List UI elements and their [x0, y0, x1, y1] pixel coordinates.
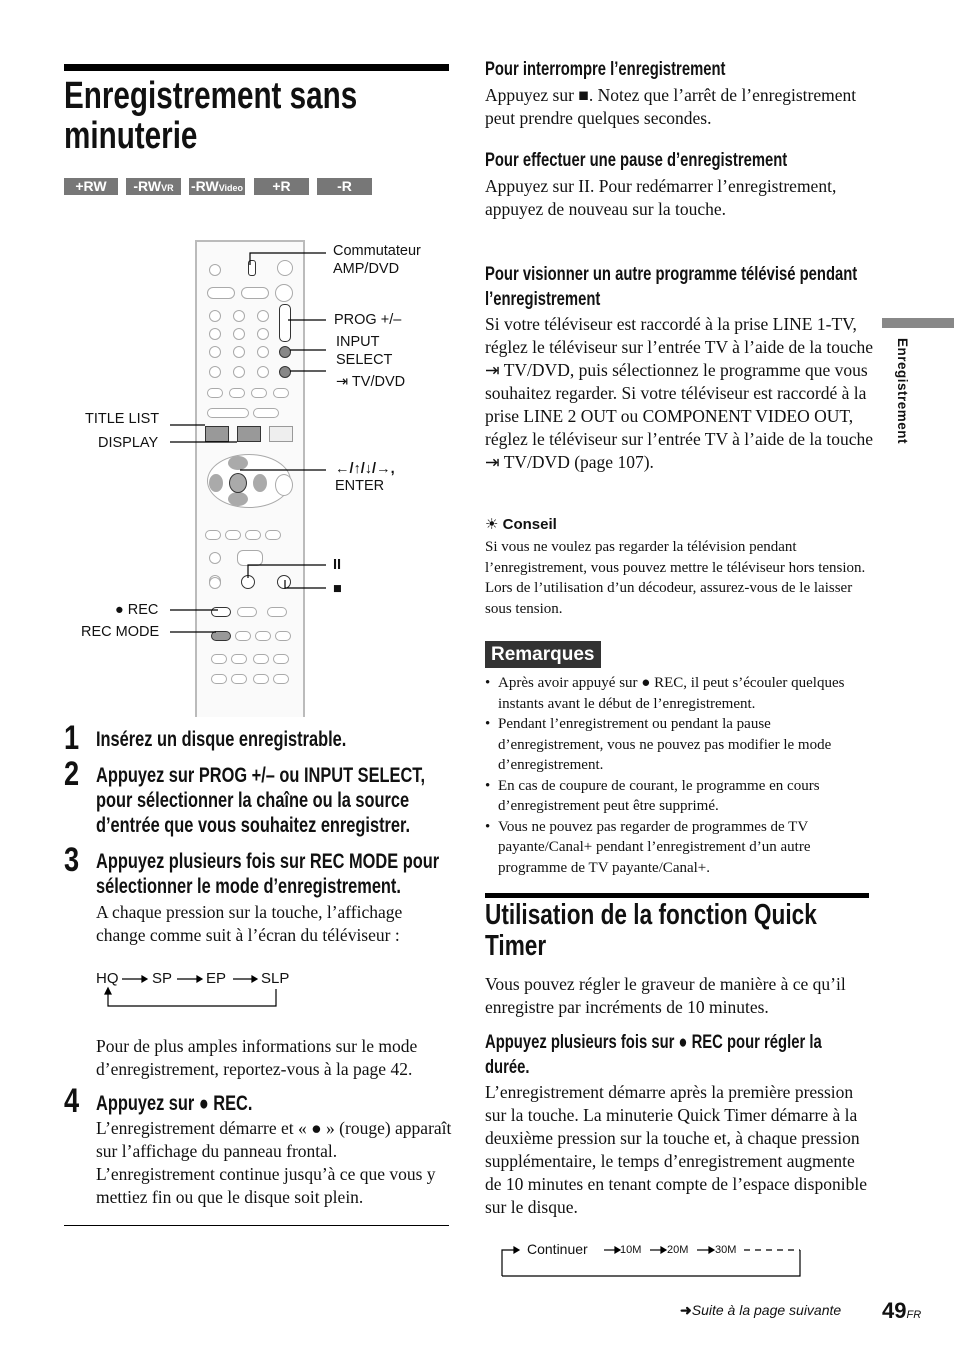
timer-20m: 20M: [667, 1244, 689, 1256]
badge-rw-vr: -RWVR: [126, 178, 181, 195]
label-enter: ENTER: [335, 478, 385, 494]
label-arrows: ←/↑/↓/→,: [335, 461, 395, 477]
remarques-heading: Remarques: [485, 641, 601, 668]
remarque-item: • Après avoir appuyé sur ● REC, il peut s’écouler quelques instants avant le début de l’enregistrement.: [485, 673, 870, 714]
label-stop: ■: [333, 581, 342, 597]
section2-rule: [485, 893, 869, 898]
badge-plus-rw: +RW: [64, 178, 118, 195]
step-2-heading: Appuyez sur PROG +/– ou INPUT SELECT, pour sélectionner la chaîne ou la source d’entrée que vous souhaitez enregistrer.: [96, 764, 426, 837]
mode-ep: EP: [206, 970, 227, 987]
text-pause: Appuyez sur II. Pour redémarrer l’enregistrement, appuyez de nouveau sur la touche.: [485, 176, 837, 219]
label-rec-mode: REC MODE: [81, 624, 160, 640]
mode-hq: HQ: [96, 970, 119, 987]
badge-rw-video: -RWVideo: [190, 178, 244, 194]
heading-quick-timer: Appuyez plusieurs fois sur ● REC pour régler la durée.: [485, 1032, 822, 1078]
timer-10m: 10M: [620, 1244, 642, 1256]
timer-cycle-diagram: [500, 1238, 805, 1280]
timer-30m: 30M: [715, 1244, 737, 1256]
conseil-heading: ☀ Conseil: [485, 516, 557, 533]
step-1-number: 1: [64, 719, 80, 757]
side-tab-label: Enregistrement: [895, 338, 910, 445]
label-prog: PROG +/–: [334, 312, 402, 328]
step-1-heading: Insérez un disque enregistrable.: [96, 728, 347, 751]
side-tab-bar: [882, 318, 954, 328]
badge-plus-r: +R: [254, 178, 309, 195]
label-tvdvd: ⇥ TV/DVD: [336, 374, 406, 390]
step-4-heading: Appuyez sur ● REC.: [96, 1092, 253, 1115]
mode-cycle-arrows: [96, 968, 306, 1010]
badge-minus-r: -R: [317, 178, 372, 195]
conseil-text: Si vous ne voulez pas regarder la télévision pendant l’enregistrement, vous pouvez mettre le téléviseur hors tension. Lors de l’utilisation d’un décodeur, assurez-vous de le laisser sous tension.: [485, 539, 866, 617]
left-bottom-rule: [64, 1225, 449, 1226]
continue-link[interactable]: ➜Suite à la page suivante: [680, 1302, 842, 1318]
label-display: DISPLAY: [98, 435, 159, 451]
text-visionner: Si votre téléviseur est raccordé à la prise LINE 1-TV, réglez le téléviseur sur l’entrée TV à l’aide de la touche ⇥ TV/DVD, puis sélectionnez le programme que vous souhaitez regarder. Si votre téléviseur est raccordé à la prise LINE 2 OUT ou COMPONENT VIDEO OUT, réglez le téléviseur sur l’entrée TV à l’aide de la touche ⇥ TV/DVD (page 107).: [485, 314, 874, 472]
step-2-number: 2: [64, 755, 80, 793]
step-3-number: 3: [64, 841, 80, 879]
page-title: Enregistrement sans minuterie: [64, 75, 358, 157]
remarque-item: • Pendant l’enregistrement ou pendant la pause d’enregistrement, vous ne pouvez pas modifier le mode d’enregistrement.: [485, 714, 870, 776]
step-4-body: L’enregistrement démarre et « ● » (rouge) apparaît sur l’affichage du panneau frontal. L’enregistrement continue jusqu’à ce que vous y mettiez fin ou que le disque soit plein.: [96, 1118, 452, 1207]
label-title-list: TITLE LIST: [85, 411, 160, 427]
lightbulb-icon: ☀: [485, 516, 499, 533]
page-number: 49FR: [882, 1298, 922, 1323]
step-3-heading: Appuyez plusieurs fois sur REC MODE pour sélectionner le mode d’enregistrement.: [96, 850, 440, 898]
mode-sp: SP: [152, 970, 173, 987]
step-3-note: Pour de plus amples informations sur le mode d’enregistrement, reportez-vous à la page 42.: [96, 1036, 418, 1079]
step-4-number: 4: [64, 1082, 80, 1120]
timer-continuer: Continuer: [527, 1241, 588, 1257]
heading-pause: Pour effectuer une pause d’enregistrement: [485, 150, 788, 171]
mode-slp: SLP: [261, 970, 290, 987]
arrow-right-icon: ➜: [680, 1302, 692, 1318]
label-commutateur: Commutateur: [333, 243, 421, 259]
mode-cycle-diagram: [96, 968, 306, 1010]
step-3-body: A chaque pression sur la touche, l’affichage change comme suit à l’écran du téléviseur :: [96, 902, 403, 945]
section2-title: Utilisation de la fonction Quick Timer: [485, 899, 817, 962]
remarque-item: • Vous ne pouvez pas regarder de programmes de TV payante/Canal+ pendant l’enregistrement d’un autre programme de TV payante/Canal+.: [485, 817, 870, 879]
remarque-item: • En cas de coupure de courant, le programme en cours d’enregistrement peut être supprimé.: [485, 776, 870, 817]
input-switch-icon: ⇥: [336, 374, 352, 390]
label-select: SELECT: [336, 352, 393, 368]
label-input: INPUT: [336, 334, 380, 350]
label-amp-dvd: AMP/DVD: [333, 261, 400, 277]
label-rec: ● REC: [115, 602, 159, 618]
heading-interrompre: Pour interrompre l’enregistrement: [485, 59, 726, 80]
text-interrompre: Appuyez sur ■. Notez que l’arrêt de l’enregistrement peut prendre quelques secondes.: [485, 85, 857, 128]
label-pause: II: [333, 557, 342, 573]
section2-intro: Vous pouvez régler le graveur de manière à ce qu’il enregistre par incréments de 10 minutes.: [485, 974, 846, 1017]
heading-visionner: Pour visionner un autre programme télévisé pendant l’enregistrement: [485, 264, 858, 310]
text-quick-timer: L’enregistrement démarre après la première pression sur la touche. La minuterie Quick Timer démarre à la deuxième pression sur la touche et, à chaque pression supplémentaire, le temps d’enregistrement augmente de 10 minutes en tenant compte de l’espace disponible sur le disque.: [485, 1082, 867, 1217]
remarques-list: [485, 673, 870, 878]
